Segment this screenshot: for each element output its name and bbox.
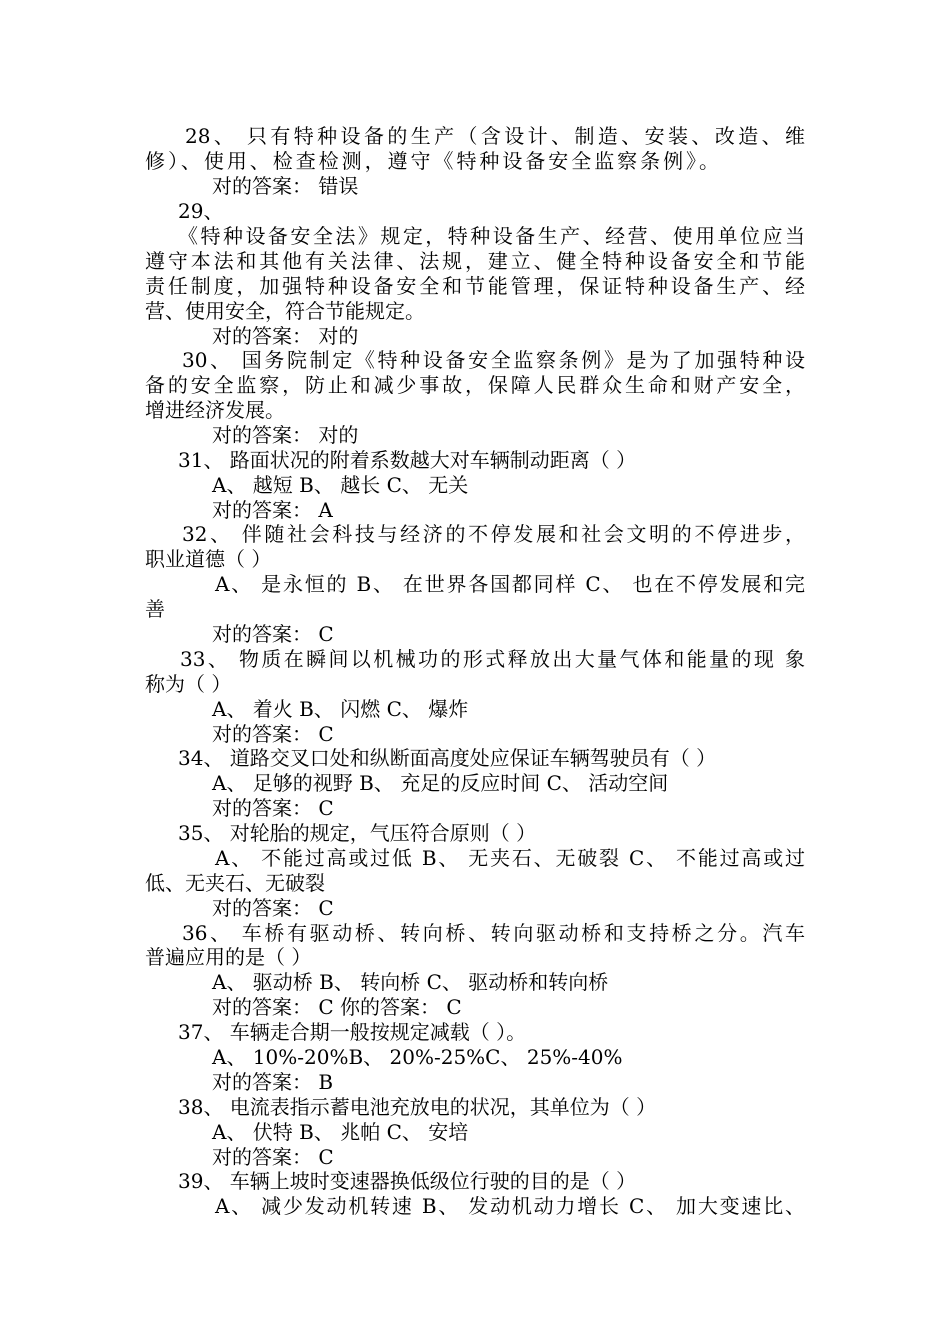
question-31: 31、 路面状况的附着系数越大对车辆制动距离（ ）: [178, 448, 637, 472]
answer-36: 对的答案： C 你的答案： C: [212, 995, 462, 1019]
question-30-line-1: 30、 国务院制定《特种设备安全监察条例》是为了加强特种设: [182, 348, 805, 372]
question-30-line-2: 备的安全监察，防止和减少事故，保障人民群众生命和财产安全，: [145, 373, 805, 397]
answer-29: 对的答案： 对的: [212, 324, 359, 348]
answer-31: 对的答案： A: [212, 498, 333, 522]
question-38: 38、 电流表指示蓄电池充放电的状况，其单位为（ ）: [178, 1095, 657, 1119]
question-33-line-2: 称为（ ）: [145, 672, 232, 696]
options-35-line-1: A、 不能过高或过低 B、 无夹石、无破裂 C、 不能过高或过: [215, 846, 805, 870]
question-29-line-4: 营、使用安全，符合节能规定。: [145, 299, 425, 323]
answer-34: 对的答案： C: [212, 796, 334, 820]
options-39-line-1: A、 减少发动机转速 B、 发动机动力增长 C、 加大变速比、: [215, 1194, 805, 1218]
question-29-line-1: 《特种设备安全法》规定，特种设备生产、经营、使用单位应当: [178, 224, 805, 248]
question-32-line-1: 32、 伴随社会科技与经济的不停发展和社会文明的不停进步，: [182, 522, 805, 546]
question-34: 34、 道路交叉口处和纵断面高度处应保证车辆驾驶员有（ ）: [178, 746, 717, 770]
options-35-line-2: 低、无夹石、无破裂: [145, 871, 325, 895]
answer-30: 对的答案： 对的: [212, 423, 359, 447]
options-37: A、 10%-20%B、 20%-25%C、 25%-40%: [212, 1045, 623, 1069]
question-39: 39、 车辆上坡时变速器换低级位行驶的目的是（ ）: [178, 1169, 637, 1193]
question-35: 35、 对轮胎的规定，气压符合原则（ ）: [178, 821, 537, 845]
question-37: 37、 车辆走合期一般按规定减载（ ）。: [178, 1020, 527, 1044]
question-33-line-1: 33、 物质在瞬间以机械功的形式释放出大量气体和能量的现 象: [180, 647, 805, 671]
answer-32: 对的答案： C: [212, 622, 334, 646]
question-30-line-3: 增进经济发展。: [145, 398, 285, 422]
answer-28: 对的答案： 错误: [212, 174, 359, 198]
options-32-line-2: 善: [145, 597, 165, 621]
answer-35: 对的答案： C: [212, 896, 334, 920]
options-36: A、 驱动桥 B、 转向桥 C、 驱动桥和转向桥: [212, 970, 609, 994]
question-28-line-2: 修）、使用、检查检测，遵守《特种设备安全监察条例》。: [145, 149, 719, 173]
options-38: A、 伏特 B、 兆帕 C、 安培: [212, 1120, 469, 1144]
options-33: A、 着火 B、 闪燃 C、 爆炸: [212, 697, 469, 721]
question-36-line-1: 36、 车桥有驱动桥、转向桥、转向驱动桥和支持桥之分。汽车: [182, 921, 805, 945]
answer-33: 对的答案： C: [212, 722, 334, 746]
answer-37: 对的答案： B: [212, 1070, 334, 1094]
question-32-line-2: 职业道德（ ）: [145, 547, 272, 571]
options-34: A、 足够的视野 B、 充足的反应时间 C、 活动空间: [212, 771, 669, 795]
question-29-line-3: 责任制度，加强特种设备安全和节能管理，保证特种设备生产、经: [145, 274, 805, 298]
question-28-line-1: 28、 只有特种设备的生产（含设计、制造、安装、改造、维: [185, 124, 805, 148]
question-36-line-2: 普遍应用的是（ ）: [145, 945, 312, 969]
options-32-line-1: A、 是永恒的 B、 在世界各国都同样 C、 也在不停发展和完: [215, 572, 805, 596]
options-31: A、 越短 B、 越长 C、 无关: [212, 473, 469, 497]
question-29-line-2: 遵守本法和其他有关法律、法规，建立、健全特种设备安全和节能: [145, 249, 805, 273]
question-29-number: 29、: [178, 199, 224, 223]
answer-38: 对的答案： C: [212, 1145, 334, 1169]
